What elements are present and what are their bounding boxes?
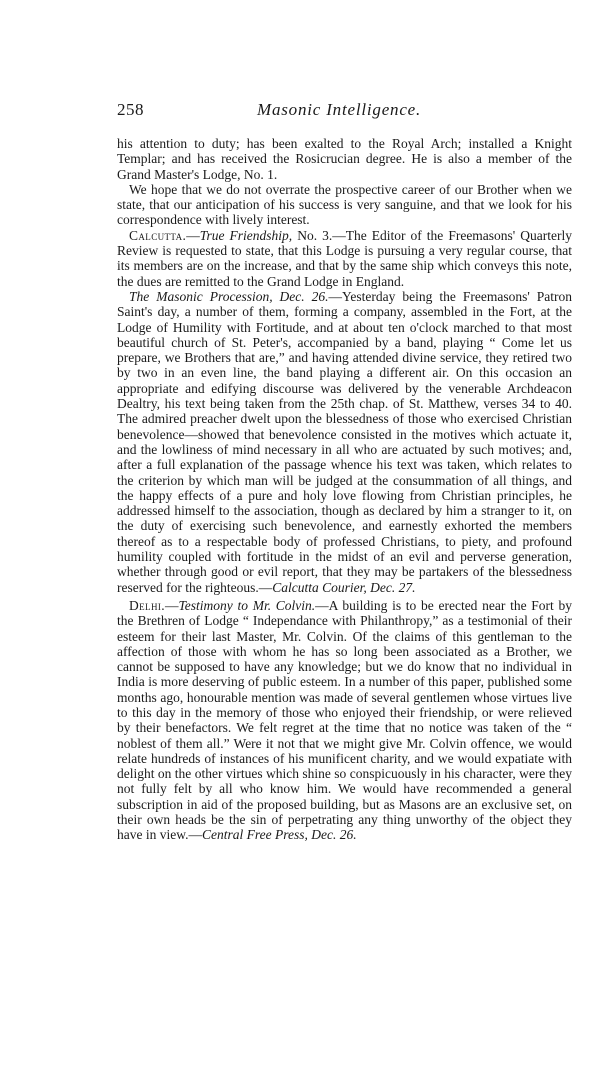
section-heading-testimony: Testimony to Mr. Colvin. [178, 597, 316, 613]
lodge-name: True Friendship, [199, 227, 293, 243]
source-citation: Calcutta Courier, Dec. 27. [272, 579, 416, 595]
paragraph-calcutta [117, 228, 572, 289]
paragraph-procession [117, 289, 572, 595]
place-name-calcutta: Calcutta. [129, 227, 187, 243]
paragraph-continuation: his attention to duty; has been exalted to the Royal Arch; installed a Knight Templar; and has received the Rosicrucian degree. He is also a member of the Grand Master's Lodge, No. 1. [117, 136, 572, 182]
running-title: Masonic Intelligence. [257, 100, 422, 119]
article-body [117, 136, 572, 843]
dash: — [165, 597, 179, 613]
paragraph-procession-text: —Yesterday being the Freemasons' Patron Saint's day, a number of them, forming a company, assembled in the Fort, at the Lodge of Humility with Fortitude, and at about ten o'clock marched to that most beautiful church of St. Peter's, accompanied by a band, playing “ Come let us prepare, we Brothers that are,” and having attended divine service, they retired two by two in an even line, the band playing a different air. On this occasion an appropriate and edifying discourse was delivered by the venerable Archdeacon Dealtry, his text being taken from the 25th chap. of St. Matthew, verses 34 to 40. The admired preacher dwelt upon the blessedness of those who exercised Christian benevolence—showed that benevolence consisted in the motives which actuate it, and the lowliness of mind necessary in all who are actuated by such motives; and, after a full explanation of the passage whence his text was taken, which relates to the criterion by which man will be judged at the consummation of all things, and the happy effects of a pure and holy love flowing from Christian principles, he addressed himself to the association, though as declared by him a stranger to it, on the duty of exercising such benevolence, and earnestly exhorted the members thereof as to a respectable body of professed Christians, to piety, and profound humility coupled with fortitude in the midst of an evil and perverse generation, whether through good or evil report, that they may be partakers of the blessedness reserved for the righteous.— [117, 288, 572, 595]
place-name-delhi: Delhi. [129, 597, 166, 613]
paragraph-delhi-text: —A building is to be erected near the Fort by the Brethren of Lodge “ Independance with Philanthropy,” as a testimonial of their esteem for their last Master, Mr. Colvin. Of the claims of this gentleman to the affection of those with whom he has so long been associated as a Brother, we cannot be supposed to have any knowledge; but we do know that no individual in India is more deserving of public esteem. In a number of this paper, published some months ago, honourable mention was made of several gentlemen whose virtues live to this day in the memory of those who enjoyed their friendship, or were relieved by their benefactors. We felt regret at the time that no notice was taken of the “ noblest of them all.” Were it not that we might give Mr. Colvin offence, we would relate hundreds of instances of his munificent charity, and we would expatiate with delight on the other virtues which shine so conspicuously in his character, were they not fully felt by all who know him. We would have recommended a general subscription in aid of the proposed building, but as Masons are an exclusive set, on their own heads be the sin of perpetrating any thing unworthy of the object they have in view.— [117, 597, 572, 843]
dash: — [186, 227, 200, 243]
page-header [117, 100, 572, 122]
paragraph-hope: We hope that we do not overrate the prospective career of our Brother when we state, that our anticipation of his success is very sanguine, and that we look for his correspondence with lively interest. [117, 181, 572, 228]
section-heading-procession: The Masonic Procession, Dec. 26. [129, 288, 329, 304]
source-citation: Central Free Press, Dec. 26. [201, 827, 357, 843]
paragraph-delhi [117, 598, 572, 843]
page-number: 258 [117, 100, 144, 119]
paragraph-calcutta-text: No. 3.—The Editor of the Freemasons' Quarterly Review is requested to state, that this Lodge is pursuing a very regular course, that its members are on the increase, and that by the same ship which conveys this note, the dues are remitted to the Grand Lodge in England. [117, 227, 572, 289]
